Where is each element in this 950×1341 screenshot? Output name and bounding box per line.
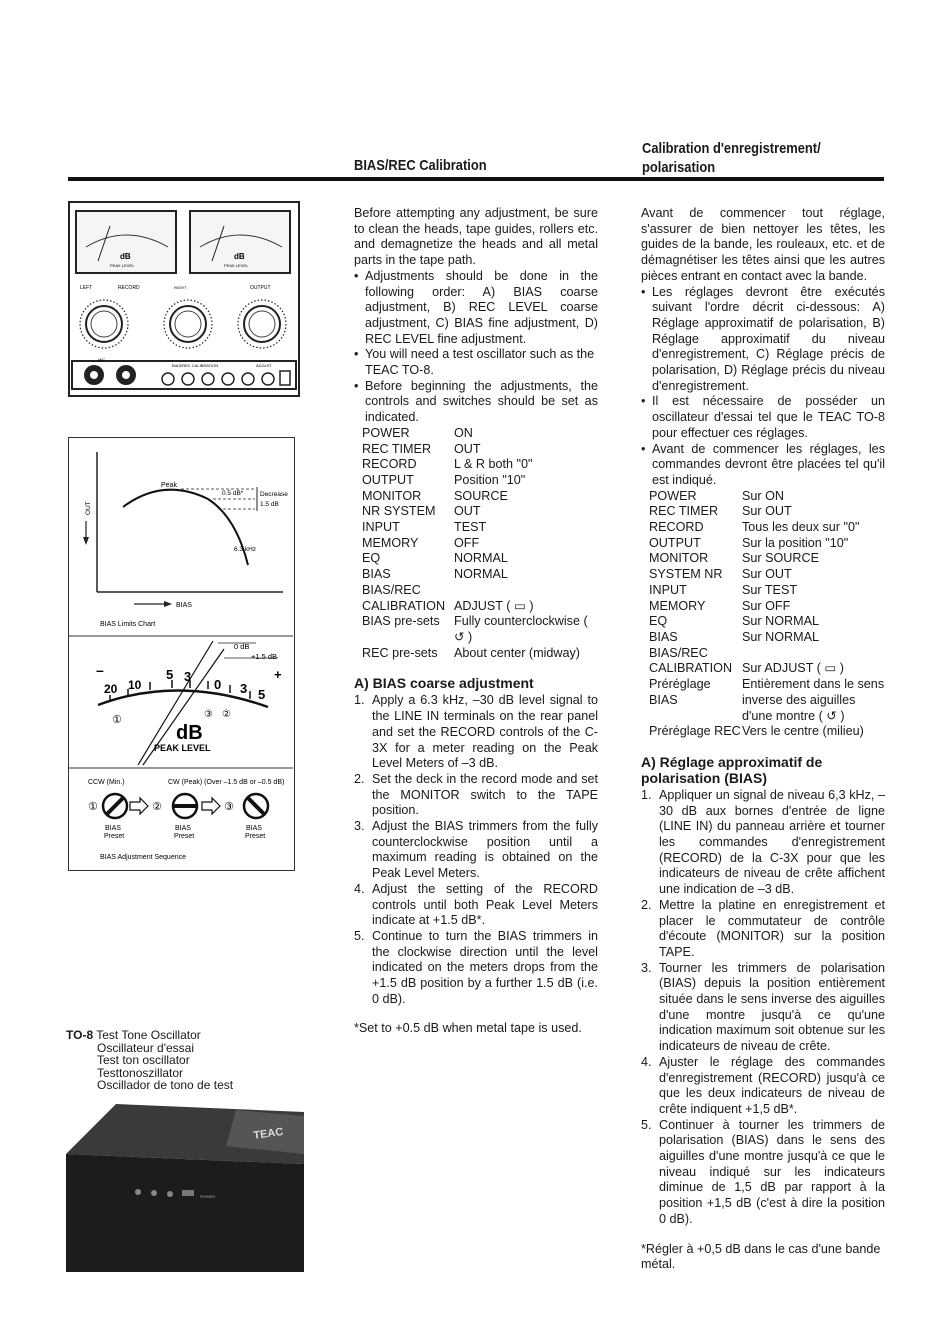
- en-setting-row: [362, 520, 598, 536]
- en-setting-value: OFF: [454, 535, 480, 550]
- bias-adjustment-sequence: [68, 769, 293, 869]
- fr-step-text: Continuer à tourner les trimmers de polarisation (BIAS) dans le sens des aiguilles d'une montre jusqu'à ce que le niveau indiqué sur les indicateurs diminue de 1,5 dB par rapport à la position +1,5 dB (c'est à dire la position 0 dB).: [659, 1117, 885, 1226]
- fr-step: 1. Appliquer un signal de niveau 6,3 kHz, –30 dB aux bornes d'entrée de ligne (LINE IN) du panneau arrière et tourner les commandes d'enregistrement (RECORD) de la C-3X pour que les indicateurs de niveau de crête affichent une indication de –3 dB.: [641, 787, 885, 897]
- en-setting-value: Fully counterclockwise ( ↺ ): [454, 614, 588, 644]
- fr-setting-row: [649, 567, 885, 583]
- meter-tick-3r: 3: [240, 681, 248, 696]
- en-setting-value: NORMAL: [454, 567, 508, 582]
- en-setting-value: NORMAL: [454, 551, 508, 566]
- meter-marker-1: ①: [112, 713, 122, 726]
- meter-tick-5: 5: [166, 667, 174, 682]
- panel-db-left: dB: [120, 252, 131, 261]
- en-setting-key: BIAS/REC: [362, 582, 421, 597]
- panel-cal-label: BIAS/REC CALIBRATION: [172, 363, 219, 368]
- en-setting-row: [362, 442, 598, 458]
- page-title-fr-line2: polarisation: [642, 159, 716, 176]
- fr-setting-value: Sur ON: [742, 488, 784, 503]
- meter-0db-label: 0 dB: [234, 642, 250, 651]
- en-setting-key: INPUT: [362, 520, 400, 535]
- fr-setting-row: [649, 504, 885, 520]
- seq-preset-2: Preset: [174, 833, 195, 840]
- oscillator-model: TO-8: [66, 1028, 94, 1042]
- fr-bullet-1: • Les réglages devront être exécutés suivant l'ordre décrit ci-dessous: A) Réglage approximatif de polarisation, B) Réglage approximatif du niveau d'enregistrement, C) Réglage précis de polarisation, D) Réglage précis du niveau d'enregistrement.: [641, 285, 885, 395]
- fr-section-a-heading: A) Réglage approximatif de polarisation (BIAS): [641, 753, 823, 786]
- en-setting-row: [362, 426, 598, 442]
- en-setting-row: [362, 504, 598, 520]
- fr-intro: Avant de commencer tout réglage, s'assurer de bien nettoyer les têtes, les guides de la bande, les rouleaux, etc. et de démagnétiser les têtes ainsi que les autres pièces entrant en contact avec la bande.: [641, 206, 885, 283]
- seq-step-1: ①: [88, 800, 98, 813]
- fr-step: 2. Mettre la platine en enregistrement et placer le commutateur de contrôle d'écoute (MONITOR) sur la position TAPE.: [641, 897, 885, 959]
- fr-setting-key: POWER: [649, 488, 697, 503]
- meter-tick-0: 0: [214, 677, 222, 692]
- seq-ccw-label: CCW (Min.): [88, 779, 125, 786]
- chart-freq-label: 6.3 kHz: [234, 546, 257, 553]
- fr-step-text: Tourner les trimmers de polarisation (BIAS) depuis la position entièrement située dans le sens inverse des aiguilles d'une montre jusqu'à ce qu'une indication maximum soit obtenue sur les indicateurs de niveau de crête.: [659, 960, 885, 1054]
- panel-mic-label: MIC: [98, 357, 106, 362]
- seq-step-2: ②: [152, 800, 162, 813]
- fr-setting-value: Sur NORMAL: [742, 614, 819, 629]
- seq-bias-2: BIAS: [175, 825, 191, 832]
- en-setting-value: ON: [454, 425, 473, 440]
- fr-setting-key: Préréglage BIAS: [649, 677, 711, 707]
- fr-bullet-2: • Il est nécessaire de posséder un oscillateur d'essai tel que le TEAC TO-8 pour effectuer ces réglages.: [641, 394, 885, 441]
- fr-setting-value: Sur OFF: [742, 598, 791, 613]
- en-step: 2. Set the deck in the record mode and set the MONITOR switch to the TAPE position.: [354, 771, 598, 818]
- fr-setting-value: [742, 646, 885, 662]
- en-setting-value: OUT: [454, 441, 481, 456]
- fr-setting-row: [649, 724, 885, 740]
- fr-setting-value: Sur TEST: [742, 582, 798, 597]
- en-setting-value: OUT: [454, 504, 481, 519]
- panel-right-label: RIGHT: [174, 285, 187, 290]
- en-setting-key: REC TIMER: [362, 441, 432, 456]
- en-step: 1. Apply a 6.3 kHz, –30 dB level signal to the LINE IN terminals on the rear panel and set the RECORD controls of the C-3X for a meter reading on the Peak Level Meters of –3 dB.: [354, 693, 598, 771]
- oscillator-power-label: POWER: [200, 1194, 216, 1199]
- page-title-en: BIAS/REC Calibration: [354, 157, 487, 174]
- header-rule: [68, 177, 884, 181]
- en-step: 4. Adjust the setting of the RECORD controls until both Peak Level Meters indicate at +1.5 dB*.: [354, 881, 598, 928]
- fr-setting-value: Sur SOURCE: [742, 551, 819, 566]
- en-bullet-2: • You will need a test oscillator such as the TEAC TO-8.: [354, 347, 598, 378]
- panel-output-label: OUTPUT: [250, 285, 271, 291]
- fr-step-text: Mettre la platine en enregistrement et placer le commutateur de contrôle d'écoute (MONITOR) sur la position TAPE.: [659, 897, 885, 959]
- fr-setting-row: [649, 536, 885, 552]
- panel-left-label: LEFT: [80, 285, 93, 291]
- fr-setting-key: CALIBRATION: [649, 661, 733, 676]
- fr-steps-list: [641, 788, 885, 1228]
- en-step: 5. Continue to turn the BIAS trimmers in the clockwise direction until the level indicated on the meters drops from the +1.5 dB position by a further 1.5 dB (i.e. 0 dB).: [354, 928, 598, 1006]
- seq-preset-3: Preset: [245, 833, 266, 840]
- en-setting-key: BIAS pre-sets: [362, 614, 440, 629]
- en-setting-row: [362, 536, 598, 552]
- seq-caption: BIAS Adjustment Sequence: [100, 854, 186, 861]
- meter-db-label: dB: [176, 722, 203, 744]
- fr-setting-row: [649, 520, 885, 536]
- en-setting-value: ADJUST ( ▭ ): [454, 598, 534, 613]
- en-setting-value: L & R both "0": [454, 457, 533, 472]
- en-setting-key: CALIBRATION: [362, 598, 446, 613]
- en-setting-value: [454, 583, 598, 599]
- meter-peak-level-label: PEAK LEVEL: [154, 743, 211, 753]
- en-setting-key: BIAS: [362, 567, 391, 582]
- fr-setting-row: [649, 614, 885, 630]
- fr-setting-value: Sur OUT: [742, 567, 792, 582]
- fr-step-text: Ajuster le réglage des commandes d'enregistrement (RECORD) jusqu'à ce que les deux indicateurs de niveau de crête indiquent +1,5 dB*.: [659, 1054, 885, 1116]
- en-setting-key: MEMORY: [362, 535, 419, 550]
- fr-setting-value: Sur OUT: [742, 504, 792, 519]
- fr-setting-row: [649, 677, 885, 724]
- fr-setting-key: MONITOR: [649, 551, 709, 566]
- en-step-text: Continue to turn the BIAS trimmers in the clockwise direction until the level indicated on the meters drops from the +1.5 dB position by a further 1.5 dB (i.e. 0 dB).: [372, 928, 598, 1006]
- fr-setting-key: RECORD: [649, 520, 704, 535]
- en-step-text: Apply a 6.3 kHz, –30 dB level signal to the LINE IN terminals on the rear panel and set the RECORD controls of the C-3X for a meter reading on the Peak Level Meters of –3 dB.: [372, 693, 598, 771]
- fr-setting-value: Tous les deux sur "0": [742, 520, 860, 535]
- chart-bias-axis-label: BIAS: [176, 602, 192, 609]
- oscillator-caption: [66, 1029, 233, 1092]
- fr-step: 3. Tourner les trimmers de polarisation (BIAS) depuis la position entièrement située dans le sens inverse des aiguilles d'une montre jusqu'à ce qu'une indication maximum soit obtenue sur les indicateurs de niveau de crête.: [641, 960, 885, 1054]
- fr-setting-value: Sur la position "10": [742, 535, 849, 550]
- en-setting-row: [362, 551, 598, 567]
- en-setting-key: POWER: [362, 425, 410, 440]
- chart-15db-label: 1.5 dB: [260, 501, 279, 508]
- fr-setting-key: REC TIMER: [649, 504, 719, 519]
- fr-setting-row: [649, 583, 885, 599]
- meter-tick-5r: 5: [258, 687, 266, 702]
- en-setting-key: OUTPUT: [362, 472, 414, 487]
- fr-setting-row: [649, 489, 885, 505]
- meter-marker-2: ②: [222, 709, 231, 720]
- panel-adjust-label: ADJUST: [256, 363, 272, 368]
- fr-bullet-3: • Avant de commencer les réglages, les commandes devront être placées tel qu'il est indiqué.: [641, 442, 885, 489]
- fr-setting-row: [649, 630, 885, 646]
- page-title-fr-line1: Calibration d'enregistrement/: [642, 140, 821, 157]
- fr-setting-key: MEMORY: [649, 598, 706, 613]
- chart-decrease-label: Decrease: [260, 491, 288, 498]
- meter-minus-sign: –: [96, 662, 104, 678]
- en-setting-key: EQ: [362, 551, 381, 566]
- en-setting-row: [362, 457, 598, 473]
- fr-setting-row: [649, 551, 885, 567]
- en-bullet-1: • Adjustments should be done in the following order: A) BIAS coarse adjustment, B) REC LEVEL coarse adjustment, C) BIAS fine adjustment, D) REC LEVEL fine adjustment.: [354, 269, 598, 348]
- fr-setting-value: Sur NORMAL: [742, 629, 819, 644]
- en-setting-row: [362, 614, 598, 645]
- en-step-text: Adjust the setting of the RECORD controls until both Peak Level Meters indicate at +1.5 dB*.: [372, 881, 598, 928]
- en-step-text: Set the deck in the record mode and set the MONITOR switch to the TAPE position.: [372, 771, 598, 818]
- en-footnote: *Set to +0.5 dB when metal tape is used.: [354, 1021, 582, 1036]
- fr-setting-key: OUTPUT: [649, 535, 701, 550]
- oscillator-name-es: Oscillador de tono de test: [97, 1078, 234, 1092]
- en-steps-list: [354, 693, 598, 1007]
- meter-marker-3: ③: [204, 709, 213, 720]
- panel-db-right: dB: [234, 252, 245, 261]
- panel-peak-left: PEAK LEVEL: [110, 263, 135, 268]
- oscillator-photo: [66, 1094, 304, 1272]
- en-setting-value: Position "10": [454, 472, 526, 487]
- en-setting-row: [362, 473, 598, 489]
- oscillator-name-de: Testtonoszillator: [97, 1065, 184, 1080]
- bias-limits-chart: [68, 437, 293, 637]
- fr-setting-value: Vers le centre (milieu): [742, 724, 864, 739]
- en-setting-key: RECORD: [362, 457, 417, 472]
- seq-cw-label: CW (Peak) (Over –1.5 dB or –0.5 dB): [168, 779, 285, 786]
- en-section-a-heading: A) BIAS coarse adjustment: [354, 675, 534, 692]
- seq-step-3: ③: [224, 800, 234, 813]
- meter-plus-sign: +: [274, 667, 282, 682]
- chart-caption: BIAS Limits Chart: [100, 621, 156, 628]
- fr-step-text: Appliquer un signal de niveau 6,3 kHz, –30 dB aux bornes d'entrée de ligne (LINE IN) du panneau arrière et tourner les commandes d'enregistrement (RECORD) de la C-3X pour que les indicateurs de niveau de crête affichent une indication de –3 dB.: [659, 787, 885, 897]
- en-setting-row: [362, 583, 598, 599]
- chart-out-axis-label: OUT: [85, 501, 92, 515]
- en-intro: Before attempting any adjustment, be sure to clean the heads, tape guides, rollers etc. and demagnetize the heads and all metal parts in the tape path.: [354, 206, 598, 268]
- panel-peak-right: PEAK LEVEL: [224, 263, 249, 268]
- seq-bias-1: BIAS: [105, 825, 121, 832]
- meter-tick-20: 20: [104, 682, 118, 696]
- en-step-text: Adjust the BIAS trimmers from the fully counterclockwise position until a maximum reading is obtained on the Peak Level Meters.: [372, 819, 598, 881]
- chart-peak-label: Peak: [161, 482, 177, 489]
- fr-setting-value: Entièrement dans le sens inverse des aiguilles d'une montre ( ↺ ): [742, 677, 885, 723]
- fr-settings-table: [649, 489, 885, 740]
- en-setting-key: MONITOR: [362, 488, 422, 503]
- seq-preset-1: Preset: [104, 833, 125, 840]
- en-setting-row: [362, 567, 598, 583]
- en-setting-value: About center (midway): [454, 645, 580, 660]
- english-column: [354, 206, 598, 1037]
- en-settings-table: [362, 426, 598, 662]
- oscillator-name-nl: Test ton oscillator: [97, 1053, 190, 1067]
- fr-setting-key: EQ: [649, 614, 668, 629]
- fr-step: 5. Continuer à tourner les trimmers de polarisation (BIAS) dans le sens des aiguilles d'une montre jusqu'à ce que le niveau indiqué sur les indicateurs diminue de 1,5 dB par rapport à la position +1,5 dB (c'est à dire la position 0 dB).: [641, 1117, 885, 1226]
- deck-panel-illustration: [68, 201, 300, 397]
- fr-setting-row: [649, 599, 885, 615]
- fr-setting-row: [649, 646, 885, 662]
- en-setting-value: TEST: [454, 520, 487, 535]
- en-setting-row: [362, 599, 598, 615]
- en-setting-value: SOURCE: [454, 488, 508, 503]
- oscillator-brand: TEAC: [252, 1125, 285, 1142]
- fr-setting-key: Préréglage REC: [649, 724, 741, 739]
- oscillator-name-fr: Oscillateur d'essai: [97, 1040, 194, 1055]
- panel-record-label: RECORD: [118, 285, 140, 291]
- fr-setting-row: [649, 661, 885, 677]
- fr-setting-key: SYSTEM NR: [649, 567, 723, 582]
- meter-tick-3: 3: [184, 669, 192, 684]
- en-setting-row: [362, 646, 598, 662]
- fr-setting-key: BIAS: [649, 629, 678, 644]
- en-step: 3. Adjust the BIAS trimmers from the fully counterclockwise position until a maximum reading is obtained on the Peak Level Meters.: [354, 819, 598, 881]
- seq-bias-3: BIAS: [246, 825, 262, 832]
- peak-level-meter: [68, 637, 293, 769]
- chart-05db-label: 0.5 dB*: [222, 490, 244, 497]
- en-setting-key: NR SYSTEM: [362, 504, 436, 519]
- en-setting-row: [362, 489, 598, 505]
- meter-15db-label: +1.5 dB: [251, 652, 278, 661]
- french-column: [641, 206, 885, 1273]
- fr-footnote: *Régler à +0,5 dB dans le cas d'une bande métal.: [641, 1241, 881, 1272]
- en-setting-key: REC pre-sets: [362, 645, 438, 660]
- fr-setting-value: Sur ADJUST ( ▭ ): [742, 661, 844, 676]
- en-bullet-3: • Before beginning the adjustments, the controls and switches should be set as indicated.: [354, 379, 598, 426]
- meter-tick-10: 10: [128, 678, 142, 692]
- fr-setting-key: BIAS/REC: [649, 645, 708, 660]
- fr-setting-key: INPUT: [649, 582, 687, 597]
- oscillator-name-en: Test Tone Oscillator: [96, 1028, 201, 1042]
- fr-step: 4. Ajuster le réglage des commandes d'enregistrement (RECORD) jusqu'à ce que les deux indicateurs de niveau de crête indiquent +1,5 dB*.: [641, 1054, 885, 1116]
